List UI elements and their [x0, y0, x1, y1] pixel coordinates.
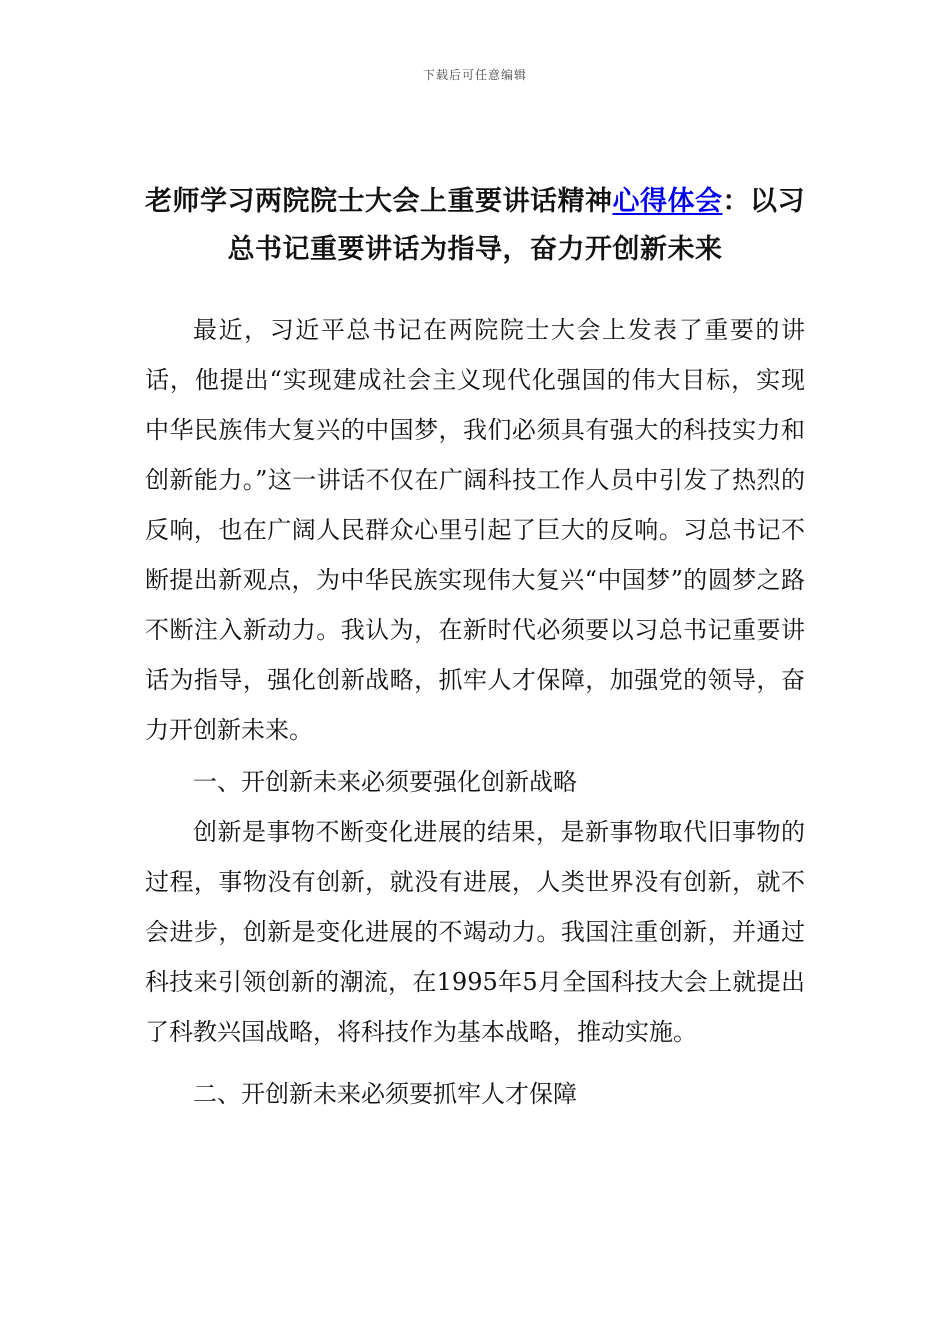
- paragraph-intro: 最近，习近平总书记在两院院士大会上发表了重要的讲话，他提出“实现建成社会主义现代化强国的伟大目标，实现中华民族伟大复兴的中国梦，我们必须具有强大的科技实力和创新能力。”这一讲话不仅在广阔科技工作人员中引发了热烈的反响，也在广阔人民群众心里引起了巨大的反响。习总书记不断提出新观点，为中华民族实现伟大复兴“中国梦”的圆梦之路不断注入新动力。我认为，在新时代必须要以习总书记重要讲话为指导，强化创新战略，抓牢人才保障，加强党的领导，奋力开创新未来。: [145, 316, 805, 744]
- paragraph-innovation: 创新是事物不断变化进展的结果，是新事物取代旧事物的过程，事物没有创新，就没有进展，人类世界没有创新，就不会进步，创新是变化进展的不竭动力。我国注重创新，并通过科技来引领创新的潮流，在1995年5月全国科技大会上就提出了科教兴国战略，将科技作为基本战略，推动实施。: [145, 818, 805, 1046]
- header-note: 下载后可任意编辑: [422, 68, 527, 82]
- title-part-1: 老师学习两院院士大会上重要讲话精神: [145, 186, 613, 217]
- section-heading-2: 二、开创新未来必须要抓牢人才保障: [193, 1080, 577, 1108]
- section-heading-1: 一、开创新未来必须要强化创新战略: [193, 768, 577, 796]
- title-part-2: ：以习总书记重要讲话为指导，奋力开创新未来: [227, 186, 805, 265]
- title-link[interactable]: 心得体会: [612, 186, 723, 217]
- document-body: [145, 305, 805, 1119]
- document-title: [145, 178, 805, 274]
